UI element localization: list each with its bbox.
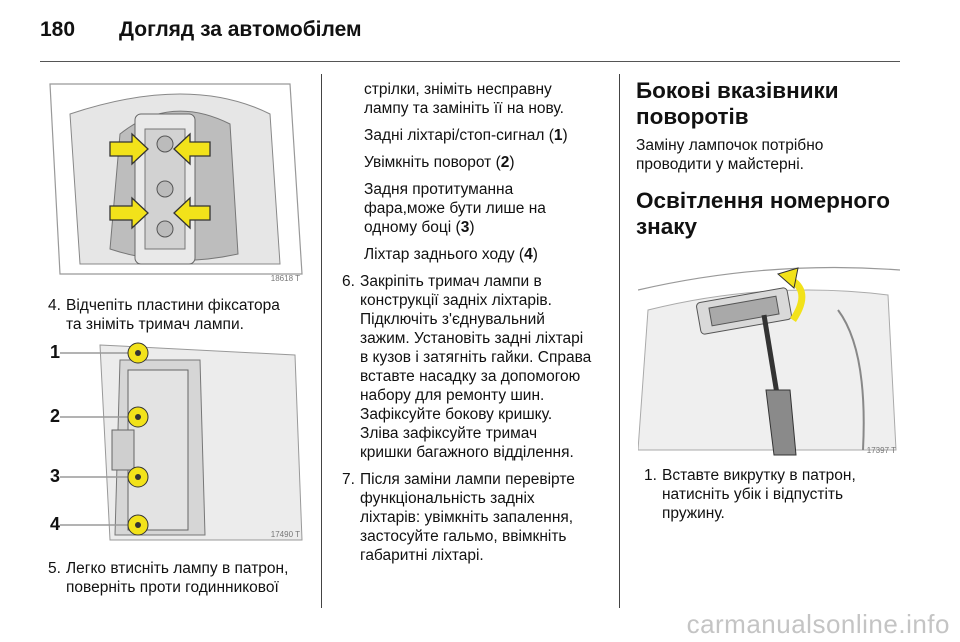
step-text-line: Зліва зафіксуйте тримач <box>360 425 538 442</box>
step-5 <box>48 559 318 597</box>
column-divider-right <box>619 74 620 608</box>
figure-code: 17490 T <box>270 530 300 539</box>
step-number: 4. <box>48 297 61 314</box>
step-text-line: зажим. Установіть задні ліхтарі <box>360 330 584 347</box>
text-line: Заміну лампочок потрібно <box>636 137 824 154</box>
step-number: 5. <box>48 560 61 577</box>
step-text-line: поверніть проти годинникової <box>66 579 279 596</box>
step-text-line: в кузов і затягніть гайки. Справа <box>360 349 592 366</box>
callout-label-3: 3 <box>50 466 61 486</box>
step-text-line: вставте насадку за допомогою <box>360 368 581 385</box>
bulb-item-2 <box>364 153 608 172</box>
step-text-line: Підключіть з'єднувальний <box>360 311 545 328</box>
bulb-item-number: 1 <box>553 127 563 144</box>
page-title: Догляд за автомобілем <box>119 18 362 41</box>
heading-line: поворотів <box>636 104 749 129</box>
paren: ) <box>509 154 515 171</box>
step-number: 6. <box>342 273 355 290</box>
step-text-line: Легко втисніть лампу в патрон, <box>66 560 289 577</box>
callout-label-2: 2 <box>50 406 61 426</box>
figure-code: 18618 T <box>270 274 300 283</box>
step-text-line: кришки багажного відділення. <box>360 444 574 461</box>
bulb-holder-illustration <box>40 340 304 542</box>
heading-line: Освітлення номерного <box>636 188 890 213</box>
bulb-item-4 <box>364 245 608 264</box>
bulb-item-1 <box>364 126 608 145</box>
step-text-line: Вставте викрутку в патрон, <box>662 467 856 484</box>
watermark: carmanualsonline.info <box>686 609 950 639</box>
page-header <box>40 10 362 50</box>
bulb-item-number: 2 <box>500 154 510 171</box>
taillight-clips-illustration <box>40 74 304 286</box>
bulb-item-text: Задні ліхтарі/стоп-сигнал ( <box>364 127 554 144</box>
step-text-line: Зафіксуйте бокову кришку. <box>360 406 553 423</box>
text-line: стрілки, зніміть несправну <box>364 81 552 98</box>
step5-continuation <box>364 80 608 118</box>
column-divider-left <box>321 74 322 608</box>
text-line: Задня протитуманна <box>364 181 514 198</box>
step-text-line: Відчепіть пластини фіксатора <box>66 297 280 314</box>
heading-side-indicators <box>636 78 906 130</box>
step-text-line: Після заміни лампи перевірте <box>360 471 575 488</box>
step-text-line: функціональність задніх <box>360 490 535 507</box>
bulb-item-text: одному боці ( <box>364 219 461 236</box>
text-line: лампу та замініть її на нову. <box>364 100 564 117</box>
step-text-line: натисніть убік і відпустіть <box>662 486 844 503</box>
paren: ) <box>532 246 538 263</box>
step-7 <box>342 470 608 565</box>
heading-licence-plate-light <box>636 188 906 240</box>
header-divider <box>40 61 900 62</box>
text-line: фара,може бути лише на <box>364 200 546 217</box>
side-indicators-note <box>636 136 896 174</box>
figure-taillight-clips <box>40 74 304 286</box>
figure-licence-plate-light <box>638 250 900 458</box>
step-text-line: конструкції задніх ліхтарів. <box>360 292 552 309</box>
step-text-line: габаритні ліхтарі. <box>360 547 484 564</box>
step-text-line: набору для ремонту шин. <box>360 387 545 404</box>
step-text-line: Закріпіть тримач лампи в <box>360 273 542 290</box>
step-text-line: застосуйте гальмо, ввімкніть <box>360 528 567 545</box>
callout-label-4: 4 <box>50 514 61 534</box>
step-1-licence-plate <box>644 466 904 523</box>
bulb-item-text: Увімкніть поворот ( <box>364 154 501 171</box>
figure-code: 17397 T <box>866 446 896 455</box>
step-number: 7. <box>342 471 355 488</box>
paren: ) <box>469 219 475 236</box>
licence-plate-light-illustration <box>638 250 900 458</box>
callout-label-1: 1 <box>50 342 61 362</box>
middle-column <box>342 80 608 573</box>
step-4 <box>48 296 312 334</box>
heading-line: Бокові вказівники <box>636 78 839 103</box>
text-line: проводити у майстерні. <box>636 156 804 173</box>
step-number: 1. <box>644 467 657 484</box>
step-text-line: пружину. <box>662 505 725 522</box>
bulb-item-3 <box>364 180 608 237</box>
step-6 <box>342 272 608 462</box>
figure-bulb-holder <box>40 340 304 542</box>
paren: ) <box>562 127 568 144</box>
heading-line: знаку <box>636 214 698 239</box>
page-number: 180 <box>40 18 76 41</box>
bulb-item-number: 3 <box>460 219 470 236</box>
bulb-item-text: Ліхтар заднього ходу ( <box>364 246 525 263</box>
bulb-item-number: 4 <box>524 246 533 263</box>
step-text-line: та зніміть тримач лампи. <box>66 316 244 333</box>
step-text-line: ліхтарів: увімкніть запалення, <box>360 509 574 526</box>
